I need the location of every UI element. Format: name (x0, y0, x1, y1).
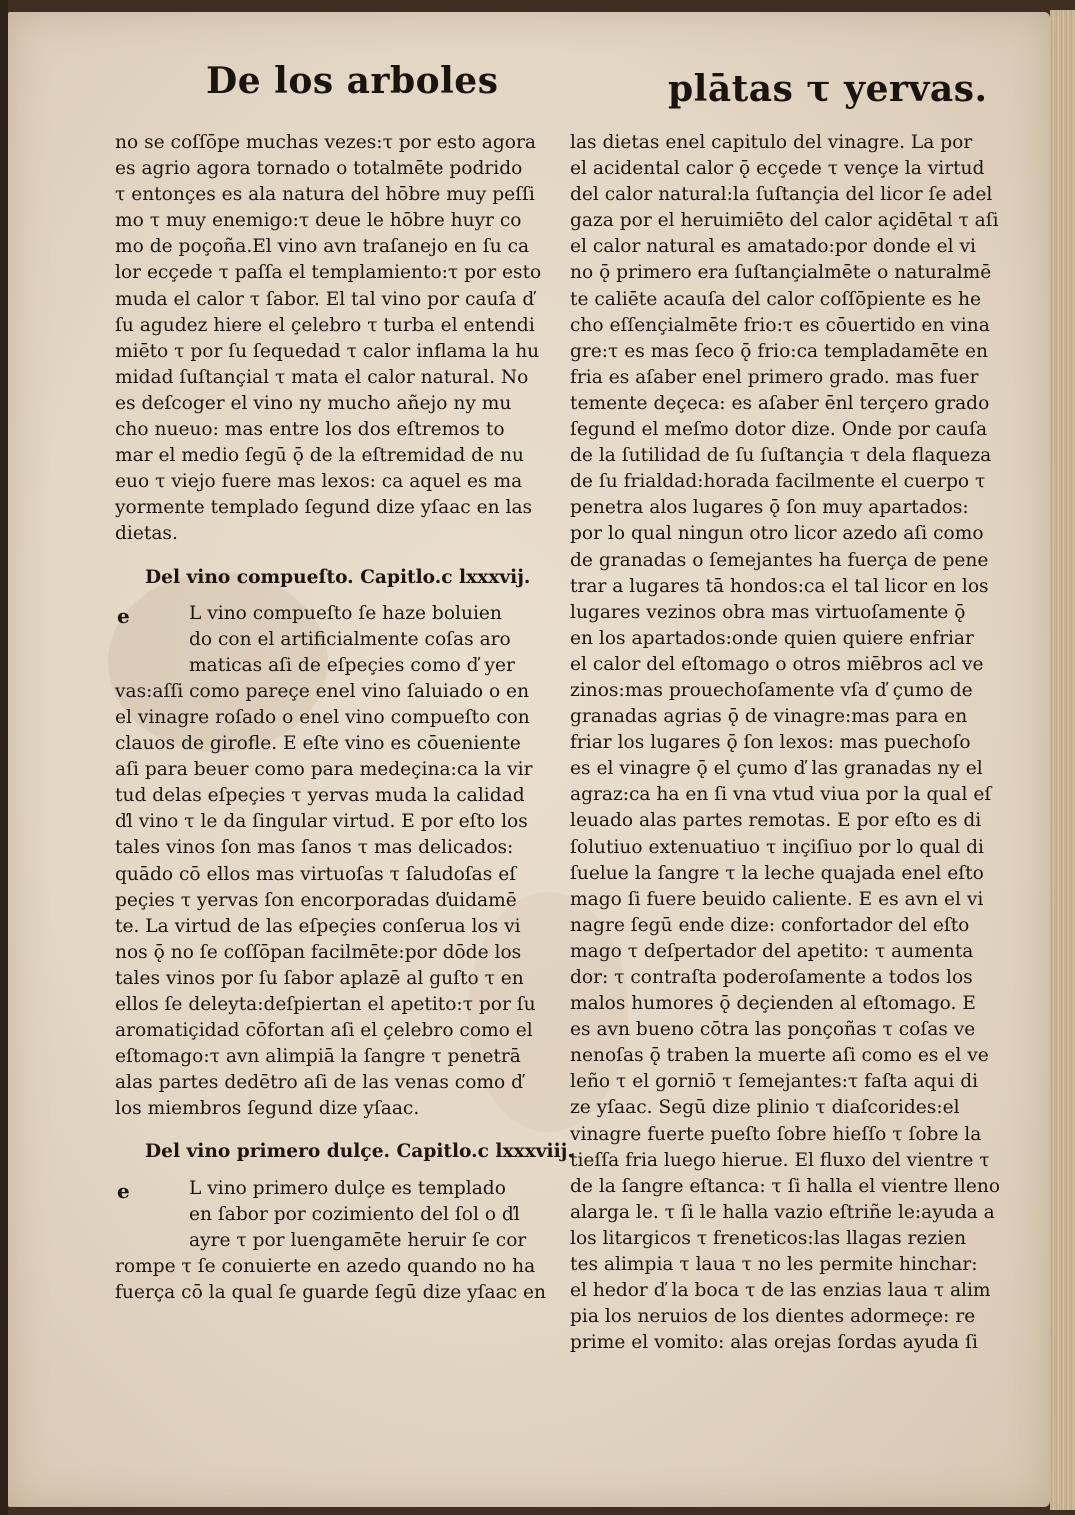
guide-letter: e (117, 603, 130, 628)
text-line: alarga le. τ ſi le halla vazio eſtriñe le:ayuda a (570, 1201, 995, 1223)
text-line: en los apartados:onde quien quiere enfriar (570, 627, 974, 649)
text-line: zinos:mas prouechoſamente vſa ď çumo de (570, 679, 973, 701)
text-line: leuado alas partes remotas. E por eſto es di (570, 810, 982, 832)
text-line: prime el vomito: alas orejas ſordas ayuda ſi (570, 1332, 978, 1354)
text-line: ze yſaac. Segū dize plinio τ diaſcorides:el (570, 1097, 960, 1119)
text-line: malos humores ǭ deçienden al eſtomago. E (570, 993, 976, 1015)
text-line: ſolutiuo extenuatiuo τ inçiſiuo por lo qual di (570, 836, 985, 858)
text-line: yormente templado ſegund dize yſaac en las (115, 497, 533, 519)
text-line: aromatiçidad cōfortan aſi el çelebro como el (115, 1020, 533, 1042)
text-line: te caliēte acauſa del calor coſſōpiente es he (570, 288, 982, 310)
text-line: do con el artificialmente coſas aro (189, 628, 511, 650)
text-line: el hedor ď la boca τ de las enzias laua τ alim (570, 1280, 991, 1302)
chapter-heading: Del vino primero dulçe. Capitlo.c lxxxviij. (145, 1141, 574, 1163)
text-line: el calor del eſtomago o otros miēbros acl ve (570, 653, 984, 675)
text-line: el vinagre roſado o enel vino compueſto con (115, 706, 530, 728)
text-line: no ǭ primero era ſuſtançialmēte o naturalmē (570, 262, 992, 284)
guide-letter: e (117, 1178, 130, 1203)
text-line: agraz:ca ha en ſi vna vtud viua por la qual eſ (570, 784, 992, 806)
text-line: del calor natural:la ſuſtançia del licor ſe adel (570, 184, 993, 206)
text-line: temente deçeca: es aſaber ēnl terçero grado (570, 392, 990, 414)
text-line: fria es aſaber enel primero grado. mas fuer (570, 366, 979, 388)
text-line: las dietas enel capitulo del vinagre. La por (570, 132, 973, 153)
text-line: euo τ viejo fuere mas lexos: ca aquel es ma (115, 471, 523, 493)
backdrop-edge (0, 0, 8, 1515)
text-line: es agrio agora tornado o totalmēte podrido (115, 158, 523, 180)
text-line: clauos de girofle. E eſte vino es cōueniente (115, 733, 521, 755)
text-line: mo de poçoña.El vino avn traſanejo en ſu ca (115, 236, 530, 258)
text-line: el acidental calor ǭ ecçede τ vençe la virtud (570, 158, 985, 180)
chapter-heading: Del vino compueſto. Capitlo.c lxxxvij. (145, 566, 531, 588)
text-line: muda el calor τ ſabor. El tal vino por cauſa ď (115, 288, 535, 310)
text-line: τ entonçes es ala natura del hōbre muy peſſi (115, 184, 535, 206)
text-line: ſu agudez hiere el çelebro τ turba el entendi (115, 314, 535, 336)
text-line: tud delas eſpeçies τ yervas muda la calidad (115, 785, 525, 807)
text-line: alas partes dedētro aſi de las venas como ď (115, 1072, 524, 1094)
text-line: los litargicos τ freneticos:las llagas rezien (570, 1227, 967, 1249)
text-line: fuerça cō la qual ſe guarde ſegū dize yſaac en (115, 1281, 546, 1303)
text-line: tales vinos ſon mas ſanos τ mas delicados: (115, 837, 514, 859)
text-line: mar el medio ſegū ǭ de la eſtremidad de nu (115, 445, 524, 467)
text-line: gre:τ es mas ſeco ǭ frio:ca templadamēte en (570, 340, 989, 362)
text-line: el calor natural es amatado:por donde el vi (570, 236, 976, 258)
running-header-left: De los arboles (206, 60, 499, 102)
text-line: ſegund el meſmo dotor dize. Onde por cauſa (570, 419, 988, 441)
initial-block (115, 601, 555, 679)
text-line: tes alimpia τ laua τ no les permite hinchar: (570, 1254, 978, 1276)
text-line: mago τ deſpertador del apetito: τ aumenta (570, 940, 974, 962)
text-line: por lo qual ningun otro licor azedo aſi como (570, 523, 984, 545)
text-line: penetra alos lugares ǭ ſon muy apartados: (570, 497, 969, 519)
text-line: mo τ muy enemigo:τ deue le hōbre huyr co (115, 210, 522, 232)
text-line: nenoſas ǭ traben la muerte aſi como es el ve (570, 1045, 989, 1067)
text-line: miēto τ por ſu ſequedad τ calor inflama la hu (115, 340, 540, 362)
text-line: tieſſa fria luego hierue. El fluxo del vientre τ (570, 1149, 990, 1171)
text-line: es avn bueno cōtra las ponçoñas τ coſas ve (570, 1019, 976, 1041)
text-line: gaza por el heruimiēto del calor açidētal τ aſi (570, 210, 999, 232)
text-line: L vino primero dulçe es templado (189, 1177, 506, 1199)
text-line: lor ecçede τ paſſa el templamiento:τ por esto (115, 262, 542, 284)
right-text-column (570, 130, 1010, 1356)
text-line: rompe τ ſe conuierte en azedo quando no ha (115, 1255, 536, 1277)
text-line: granadas agrias ǭ de vinagre:mas para en (570, 706, 968, 728)
text-line: ayre τ por luengamēte heruir ſe cor (189, 1229, 527, 1251)
text-line: no se coſſōpe muchas vezes:τ por esto agora (115, 132, 536, 153)
text-line: midad ſuſtançial τ mata el calor natural. No (115, 366, 529, 388)
text-line: cho nueuo: mas entre los dos eſtremos to (115, 419, 505, 441)
text-line: peçies τ yervas ſon encorporadas ďuidamē (115, 889, 517, 911)
left-text-column (115, 130, 574, 1306)
text-line: ellos ſe deleyta:deſpiertan el apetito:τ por ſu (115, 994, 536, 1015)
text-line: eſtomago:τ avn alimpiā la ſangre τ penetrā (115, 1046, 521, 1068)
text-line: vinagre fuerte pueſto ſobre hieſſo τ ſobre la (570, 1123, 982, 1145)
chapter-body (115, 601, 555, 1123)
text-line: maticas aſi de eſpeçies como ď yer (189, 654, 515, 676)
text-line: aſi para beuer como para medeçina:ca la vir (115, 759, 533, 781)
text-line: friar los lugares ǭ ſon lexos: mas puechoſo (570, 732, 971, 754)
text-line: ſuelue la ſangre τ la leche quajada enel eſto (570, 862, 984, 884)
text-line: en ſabor por cozimiento del ſol o ďl (189, 1203, 520, 1225)
paragraph (115, 130, 555, 548)
text-line: trar a lugares tā hondos:ca el tal licor en los (570, 575, 989, 597)
text-line: nagre ſegū ende dize: confortador del eſto (570, 914, 970, 936)
chapter-body (115, 1176, 555, 1306)
text-line: tales vinos por ſu ſabor aplazē al guſto τ en (115, 967, 524, 989)
initial-block (115, 1176, 555, 1254)
text-line: dor: τ contraſta poderoſamente a todos los (570, 967, 973, 988)
text-line: te. La virtud de las eſpeçies conſerua los vi (115, 915, 521, 937)
text-line: es deſcoger el vino ny mucho añejo ny mu (115, 392, 512, 414)
text-line: lugares vezinos obra mas virtuoſamente ǭ (570, 601, 966, 623)
text-line: los miembros ſegund dize yſaac. (115, 1098, 420, 1120)
text-line: vas:aſſi como pareçe enel vino ſaluiado o en (115, 680, 530, 702)
text-line: L vino compueſto ſe haze boluien (189, 602, 502, 624)
text-line: quādo cō ellos mas virtuoſas τ ſaludoſas eſ (115, 863, 517, 885)
text-line: ďl vino τ le da ſingular virtud. E por eſto los (115, 811, 528, 833)
text-line: pia los neruios de los dientes adormeçe: re (570, 1306, 976, 1328)
text-line: es el vinagre ǭ el çumo ď las granadas ny el (570, 758, 983, 780)
text-line: leño τ el gorniō τ ſemejantes:τ faſta aqui di (570, 1071, 979, 1093)
text-line: mago ſi fuere beuido caliente. E es avn el vi (570, 888, 984, 910)
text-line: nos ǭ no ſe coſſōpan facilmēte:por dōde los (115, 941, 522, 963)
text-line: de la ſutilidad de ſu ſuſtançia τ dela flaqueza (570, 445, 992, 467)
text-line: de la ſangre eſtanca: τ ſi halla el vientre lleno (570, 1175, 1001, 1197)
page-fore-edge (1050, 10, 1075, 1510)
running-header-right: plātas τ yervas. (668, 68, 988, 110)
text-line: de ſu frialdad:horada facilmente el cuerpo τ (570, 471, 986, 493)
text-line: de granadas o ſemejantes ha fuerça de pene (570, 549, 989, 571)
text-line: dietas. (115, 523, 178, 545)
text-line: cho eſſençialmēte frio:τ es cōuertido en vina (570, 314, 990, 336)
